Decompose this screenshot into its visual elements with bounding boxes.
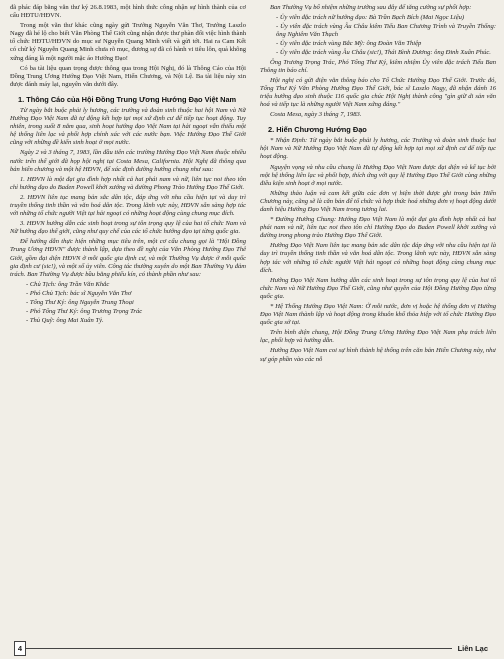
paragraph: Để hướng dẫn thực hiện những mục tiêu trên, một cơ cấu chung gọi là "Hội Đồng Trung Ương HĐVN" được thành lập, dựa theo đề nghị của Văn Phòng Hướng Đạo Thế Giới, gồm đại diện HĐVN ở mỗi quốc gia định cư, và một Thường Vụ được ở mỗi quốc gia định cư (sic!), và một số ủy viên. Công tác thường xuyên do một Ban Thường Vụ đảm trách. Ban Thường Vụ được bầu bằng phiếu kín, có thành phần như sau: xyxy=(10,238,246,278)
list-item: - Chủ Tịch: ông Trần Văn Khắc xyxy=(26,280,110,288)
commissioner-list xyxy=(260,14,496,57)
section-heading-communique: 1. Thông Cáo của Hội Đồng Trung Ương Hướng Đạo Việt Nam xyxy=(18,94,237,104)
section-heading-charter: 2. Hiến Chương Hướng Đạo xyxy=(268,125,367,135)
paragraph: Ông Trương Trọng Trác, Phó Tổng Thư Ký, kiêm nhiệm Ủy viên đặc trách Tiểu Ban Thông tin báo chí. xyxy=(260,58,496,74)
paragraph: Hướng Đạo Việt Nam coi sự hình thành hệ thống trên căn bản Hiến Chương này, như sự góp phần vào các nỗ xyxy=(260,347,496,363)
paragraph: * Nhận Định: Từ ngày bắt buộc phải ly hương, các Trưởng và đoàn sinh thuộc hai hội Nam và Nữ Hướng Đạo Việt Nam đã tự động kết hợp tại mọi xứ định cư để tiếp tục hoạt động. xyxy=(260,137,496,161)
list-item: - Thủ Quỹ: ông Mai Xuân Tỷ. xyxy=(26,317,104,325)
paragraph: Có ba tài liệu quan trọng được thông qua trong Hội Nghị, đó là Thông Cáo của Hội Đồng Trung Ương Hướng Đạo Việt Nam, Hiến Chương, và Nội Lệ. Ba tài liệu này xin được đánh máy lại, nguyên văn dưới đây. xyxy=(10,64,246,88)
text-columns xyxy=(10,4,498,636)
list-item: - Phó Tổng Thư Ký: ông Trương Trọng Trác xyxy=(26,308,143,316)
communique-body xyxy=(10,107,246,325)
paragraph: Những thảo luận và cam kết giữa các đơn vị hiện thời được ghi trong bản Hiến Chương này, cũng sẽ là căn bản để tổ chức và hợp thức hoá những đơn vị hoạt động dưới danh hiệu Hướng Đạo Việt Nam trong tương lai. xyxy=(260,189,496,213)
list-item: - Ủy viên đặc trách vùng Bắc Mỹ: ông Đoàn Văn Thiệp xyxy=(276,40,422,48)
page-number: 4 xyxy=(14,641,26,656)
list-item: - Ủy viên đặc trách nữ hướng đạo: Bà Trần Bạch Bích (Mai Ngọc Liệu) xyxy=(276,14,465,22)
paragraph: Từ ngày bắt buộc phải ly hương, các trường và đoàn sinh thuộc hai hội Nam và Nữ Hướng Đạo Việt Nam đã tự động kết hợp tại mọi xứ định cư để tiếp tục hoạt động. Tuy nhiên, trong suốt 8 năm qua, sinh hoạt hướng đạo Việt Nam tại hải ngoại vẫn thiếu một hệ thống liên lạc và phối hợp chính xác với các nước bạn. Việc Hướng Đạo Thế Giới cũng với những đề kiến sinh hoạt ở mọi nước. xyxy=(10,106,246,147)
list-item: - Ủy viên đặc trách vùng Âu Châu (sic!), Thái Bình Dương: ông Đinh Xuân Phúc. xyxy=(276,49,491,57)
right-column xyxy=(260,4,496,636)
paragraph: Trên bình diện chung, Hội Đồng Trung Ương Hướng Đạo Việt Nam phụ trách liên lạc, phối hợp và hướng dẫn. xyxy=(260,329,496,345)
paragraph: Hội nghị có gửi điện văn thông báo cho Tổ Chức Hướng Đạo Thế Giới. Trước đó, Tổng Thư Ký Văn Phòng Hướng Đạo Thế Giới, bác sĩ Laszlo Nagy, đã nhận đánh 16 triệu hướng đạo sinh thuộc 116 quốc gia chúc Hội Nghị thành công "gìn giữ di sản văn hoá và tiếp tục là những người Việt Nam xứng đáng." xyxy=(260,76,496,109)
publication-name: Liên Lạc xyxy=(457,643,488,653)
footer-rule xyxy=(26,648,452,649)
list-item: - Tổng Thư Ký: ông Nguyễn Trung Thoại xyxy=(26,299,134,306)
paragraph: 3. HĐVN hướng dẫn các sinh hoạt trong sự tôn trọng quy lệ của hai tổ chức Nam và Nữ hướng đạo thế giới, cũng như quy chế của các tổ chức hướng đạo tại từng quốc gia. xyxy=(10,220,246,236)
signature-line: Costa Mesa, ngày 3 tháng 7, 1983. xyxy=(270,111,362,119)
paragraph: Nguyện vọng và nhu cầu chung là Hướng Đạo Việt Nam được đại diện và kế tục bởi một hệ thống liên lạc và phối hợp, thích ứng với quy lệ Hướng Đạo Thế Giới cùng những điều kiện sinh hoạt ở mọi nước. xyxy=(260,163,496,187)
page-footer xyxy=(0,637,504,659)
left-column xyxy=(10,4,246,636)
paragraph: Hướng Đạo Việt Nam liên tục mang bản sắc dân tộc đáp ứng với nhu cầu hiện tại là duy trì truyền thống tinh thần và văn hoá dân tộc. Trong lãnh vực này, HĐVN sẵn sàng hợp tác với những tổ chức người Việt hải ngoại có những hoạt động cùng chung mục đích. xyxy=(260,242,496,274)
paragraph: * Hệ Thống Hướng Đạo Việt Nam: Ở mỗi nước, đơn vị hoặc hệ thống đơn vị Hướng Đạo Việt Nam thành lập và hoạt động trong khuôn khổ thỏa hiệp với tổ chức Hướng Đạo quốc gia sở tại. xyxy=(260,303,496,327)
paragraph: * Đường Hướng Chung: Hướng Đạo Việt Nam là một đại gia đình hợp nhất cả hai phái nam và nữ, liên tục noi theo tôn chỉ Hướng Đạo do Baden Powell khởi xướng và đường trong phong trào Hướng Đạo Thế Giới. xyxy=(260,216,496,240)
paragraph: đã phác đáp bằng văn thư ký 26.8.1983, một hình thức công nhận sự hình thành của cơ cấu HĐTU/HĐVN. xyxy=(10,4,246,20)
list-item: - Phó Chủ Tịch: bác sĩ Nguyễn Văn Thơ xyxy=(26,289,132,297)
paragraph: 1. HĐVN là một đại gia đình hợp nhất cả hai phái nam và nữ, liên tục noi theo tôn chỉ hướng đạo do Baden Powell khởi xướng và đường Phong Trào Hướng Đạo Thế Giới. xyxy=(10,175,246,191)
paragraph: Ngày 2 và 3 tháng 7, 1983, lần đầu tiên các trường Hướng Đạo Việt Nam thuộc nhiều nước trên thế giới đã họp hội nghị tại Costa Mesa, California. Hội Nghị đã thông qua bản hiến chương và một hệ HĐVN, để xác định đường hướng chung như sau: xyxy=(10,149,246,173)
paragraph: Ban Thường Vụ bổ nhiệm những trưởng sau đây để tăng cường sự phối hợp: xyxy=(270,4,472,11)
paragraph: Hướng Đạo Việt Nam hướng dẫn các sinh hoạt trong sự tôn trọng quy lệ của hai tổ chức Nam và Nữ Hướng Đạo Thế Giới, cũng như quyền của Hội Đồng Hướng Đạo từng quốc gia. xyxy=(260,276,496,300)
paragraph: 2. HĐVN liên tục mang bản sắc dân tộc, đáp ứng với nhu cầu hiện tại và duy trì truyền thống tinh thần và văn hoá dân tộc. Trong lãnh vực này, HĐVN sẵn sàng hợp tác với những tổ chức người Việt tại hải ngoại có những hoạt động cùng chung mục đích. xyxy=(10,193,246,218)
paragraph: Trong một văn thư khác cũng ngày gửi Trưởng Nguyễn Văn Thơ, Trưởng Laszlo Nagy đã hé lộ cho biết Văn Phòng Thế Giới cũng nhận được thư phàn đối việc hình thành tổ chức HĐTU/HĐVN do mục sư Nguyễn Quang Minh viết và gửi tới. Hai ra Cam Kết có chữ ký Nguyễn Quang Minh chưa rõ mục, đương sự đã có hành vi tiêu lôn, quả không xứng đáng là một người mặc áo Hướng Đạo! xyxy=(10,22,246,62)
committee-list xyxy=(10,281,246,325)
list-item: - Ủy viên đặc trách vùng Âu Châu kiêm Tiểu Ban Chương Trình và Truyền Thống: ông Nghiêm Văn Thạch xyxy=(276,23,496,39)
